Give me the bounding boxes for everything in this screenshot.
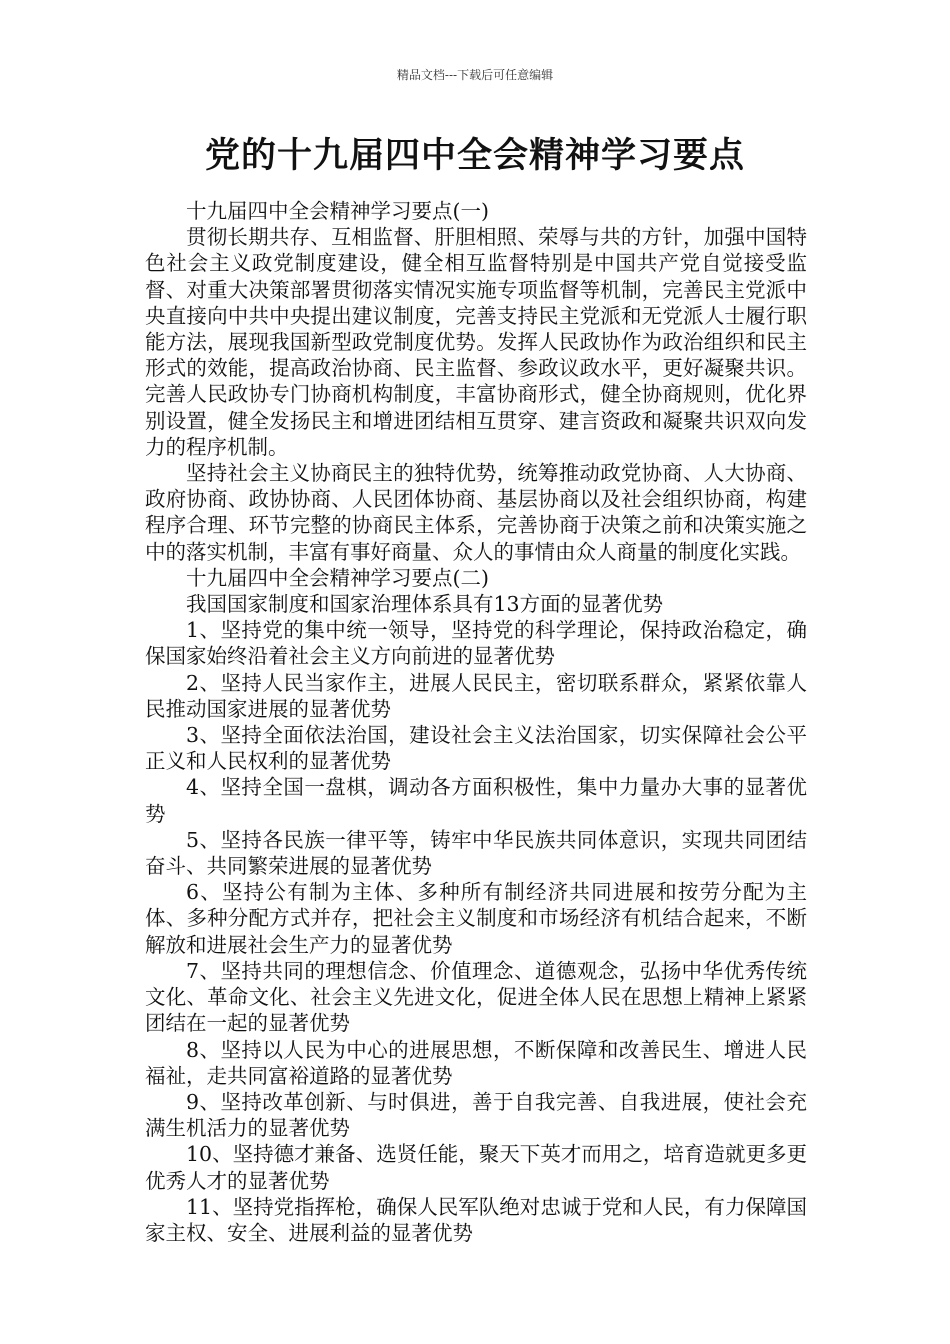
list-item-advantage-6: 6、坚持公有制为主体、多种所有制经济共同进展和按劳分配为主体、多种分配方式并存，把社会主义制度和市场经济有机结合起来，不断解放和进展社会生产力的显著优势	[145, 880, 807, 957]
paragraph-consultative-democracy: 坚持社会主义协商民主的独特优势，统筹推动政党协商、人大协商、政府协商、政协协商、人民团体协商、基层协商以及社会组织协商，构建程序合理、环节完整的协商民主体系，完善协商于决策之前和决策实施之中的落实机制，丰富有事好商量、众人的事情由众人商量的制度化实践。	[145, 461, 807, 564]
header-note: 精品文档---下载后可任意编辑	[396, 68, 554, 82]
list-item-advantage-7: 7、坚持共同的理想信念、价值理念、道德观念，弘扬中华优秀传统文化、革命文化、社会主义先进文化，促进全体人民在思想上精神上紧紧团结在一起的显著优势	[145, 958, 807, 1036]
list-item-advantage-11: 11、坚持党指挥枪，确保人民军队绝对忠诚于党和人民，有力保障国家主权、安全、进展利益的显著优势	[145, 1194, 807, 1245]
document-body	[145, 198, 807, 1246]
list-item-advantage-10: 10、坚持德才兼备、选贤任能，聚天下英才而用之，培育造就更多更优秀人才的显著优势	[145, 1142, 807, 1193]
document-title: 党的十九届四中全会精神学习要点	[204, 136, 745, 176]
paragraph-party-system: 贯彻长期共存、互相监督、肝胆相照、荣辱与共的方针，加强中国特色社会主义政党制度建设，健全相互监督特别是中国共产党自觉接受监督、对重大决策部署贯彻落实情况实施专项监督等机制，完善民主党派中央直接向中共中央提出建议制度，完善支持民主党派和无党派人士履行职能方法，展现我国新型政党制度优势。发挥人民政协作为政治组织和民主形式的效能，提高政治协商、民主监督、参政议政水平，更好凝聚共识。完善人民政协专门协商机构制度，丰富协商形式，健全协商规则，优化界别设置，健全发扬民主和增进团结相互贯穿、建言资政和凝聚共识双向发力的程序机制。	[145, 225, 807, 459]
list-item-advantage-1: 1、坚持党的集中统一领导，坚持党的科学理论，保持政治稳定，确保国家始终沿着社会主义方向前进的显著优势	[145, 618, 807, 669]
list-item-advantage-2: 2、坚持人民当家作主，进展人民民主，密切联系群众，紧紧依靠人民推动国家进展的显著优势	[145, 670, 807, 721]
list-item-advantage-5: 5、坚持各民族一律平等，铸牢中华民族共同体意识，实现共同团结奋斗、共同繁荣进展的显著优势	[145, 827, 807, 879]
list-item-advantage-8: 8、坚持以人民为中心的进展思想，不断保障和改善民生、增进人民福祉，走共同富裕道路的显著优势	[145, 1037, 807, 1088]
section-heading-1: 十九届四中全会精神学习要点(一)	[186, 199, 489, 223]
section-heading-2: 十九届四中全会精神学习要点(二)	[186, 565, 489, 590]
paragraph-advantages-intro: 我国国家制度和国家治理体系具有13方面的显著优势	[186, 592, 664, 617]
list-item-advantage-3: 3、坚持全面依法治国，建设社会主义法治国家，切实保障社会公平正义和人民权利的显著优势	[145, 723, 807, 774]
list-item-advantage-4: 4、坚持全国一盘棋，调动各方面积极性，集中力量办大事的显著优势	[145, 775, 807, 826]
list-item-advantage-9: 9、坚持改革创新、与时俱进，善于自我完善、自我进展，使社会充满生机活力的显著优势	[145, 1089, 807, 1141]
